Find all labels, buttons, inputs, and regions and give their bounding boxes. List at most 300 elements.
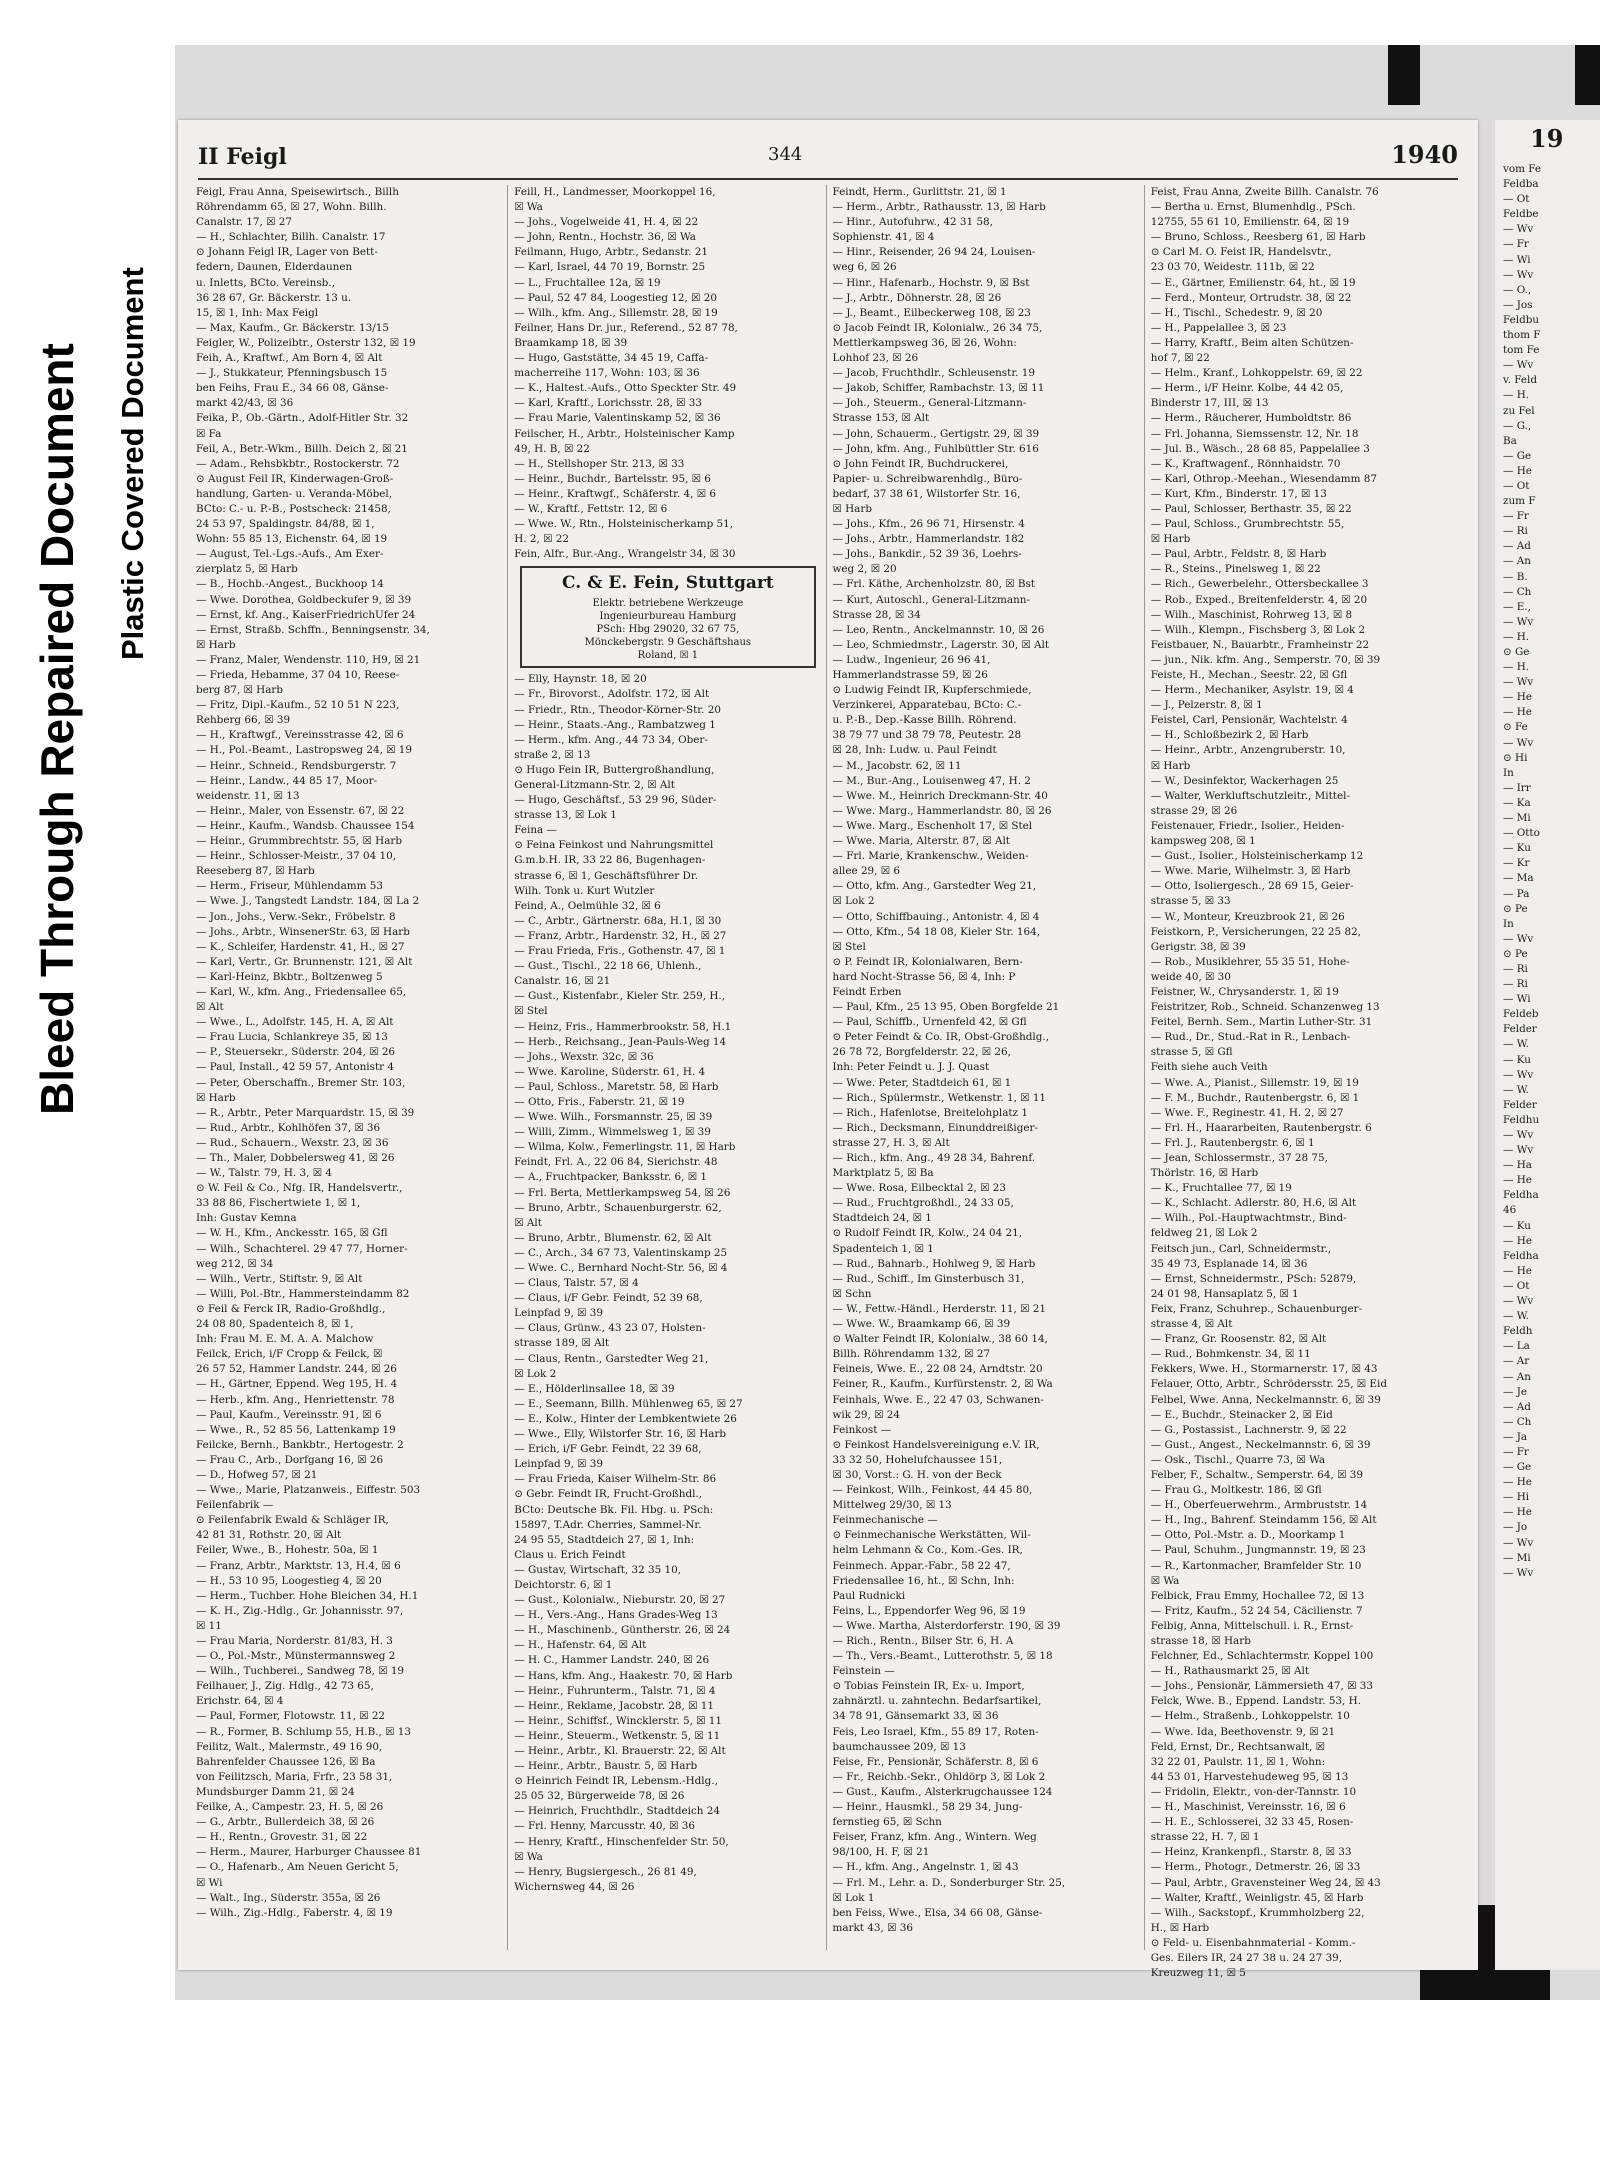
directory-entry-line: handlung, Garten- u. Veranda-Möbel, [196,487,393,500]
next-page-fragment-line: — Mi [1503,812,1531,825]
directory-entry-line: — C., Arbtr., Gärtnerstr. 68a, H.1, ☒ 30 [514,914,722,927]
column-3 [833,185,1145,1950]
directory-entry-line: ☒ Alt [514,1216,542,1229]
directory-entry-line: Leinpfad 9, ☒ 39 [514,1307,604,1320]
directory-entry-line: — Wilh., Schachterel. 29 47 77, Horner- [196,1242,408,1255]
directory-entry-line: — John, Schauerm., Gertigstr. 29, ☒ 39 [832,427,1040,440]
directory-entry-line: ☒ Schn [832,1287,872,1300]
directory-entry-line: weg 2, ☒ 20 [832,563,897,576]
directory-entry-line: 98/100, H. F, ☒ 21 [832,1846,930,1859]
next-page-fragment-line: — Jo [1503,1521,1528,1534]
directory-entry-line: Feis, Leo Israel, Kfm., 55 89 17, Roten- [832,1725,1039,1738]
directory-entry-line: — H., Pappelallee 3, ☒ 23 [1150,321,1287,334]
directory-entry-line: Feindt, Frl. A., 22 06 84, Sierichstr. 48 [514,1156,718,1169]
directory-entry-line: Felbel, Wwe. Anna, Neckelmannstr. 6, ☒ 39 [1150,1393,1381,1406]
directory-entry-line: — Otto, Pol.-Mstr. a. D., Moorkamp 1 [1150,1529,1346,1542]
directory-entry-line: — H. E., Schlosserei, 32 33 45, Rosen- [1150,1816,1354,1829]
directory-entry-line: — W., Monteur, Kreuzbrook 21, ☒ 26 [1150,910,1345,923]
next-page-column [1495,120,1600,1581]
secondary-label: Plastic Covered Document [115,267,150,660]
directory-entry-line: — Hinr., Reisender, 26 94 24, Louisen- [832,246,1036,259]
directory-entry-line: ☒ Wa [514,201,543,214]
directory-entry-line: — Hugo, Gaststätte, 34 45 19, Caffa- [514,352,709,365]
directory-entry-line: — Heinr., Arbtr., Baustr. 5, ☒ Harb [514,1760,698,1773]
directory-entry-line: — Heinr., Schlosser-Meistr., 37 04 10, [196,850,397,863]
next-page-fragment-line: — Mi [1503,1551,1531,1564]
directory-entry-line: ☒ Harb [196,638,236,651]
directory-entry-line: — Hinr., Hafenarb., Hochstr. 9, ☒ Bst [832,276,1030,289]
directory-entry-line: — Kurt, Autoschl., General-Litzmann- [832,593,1030,606]
directory-entry-line: ⊙ Feinmechanische Werkstätten, Wil- [832,1529,1031,1542]
directory-entry-line: Feika, P., Ob.-Gärtn., Adolf-Hitler Str. 32 [196,412,409,425]
next-page-fragment-line: — An [1503,555,1531,568]
directory-entry-line: — Heinr., Maler, von Essenstr. 67, ☒ 22 [196,804,405,817]
directory-entry-line: — Fr., Reichb.-Sekr., Ohldörp 3, ☒ Lok 2 [832,1770,1046,1783]
column-1 [196,185,508,1950]
directory-entry-line: ⊙ Peter Feindt & Co. IR, Obst-Großhdlg., [832,1031,1050,1044]
directory-entry-line: — Claus, Grünw., 43 23 07, Holsten- [514,1322,706,1335]
directory-entry-line: — Bertha u. Ernst, Blumenhdlg., PSch. [1150,201,1356,214]
directory-entry-line: 38 79 77 und 38 79 78, Peutestr. 28 [832,729,1022,742]
directory-entry-line: Feilner, Hans Dr. jur., Referend., 52 87 78, [514,321,738,334]
directory-entry-line: hard Nocht-Strasse 56, ☒ 4, Inh: P [832,970,1016,983]
next-page-fragment-line: — He [1503,691,1532,704]
next-page-fragment-line: — Wv [1503,932,1534,945]
directory-entry-line: — W., Fettw.-Händl., Herderstr. 11, ☒ 21 [832,1302,1046,1315]
directory-entry-line: — Gust., Angest., Neckelmannstr. 6, ☒ 39 [1150,1438,1371,1451]
next-page-year: 19 [1530,124,1564,153]
directory-entry-line: — Wwe. M., Heinrich Dreckmann-Str. 40 [832,789,1048,802]
directory-entry-line: — Rich., kfm. Ang., 49 28 34, Bahrenf. [832,1152,1036,1164]
directory-entry-line: ☒ Harb [196,1091,236,1104]
directory-entry-line: — H., Rentn., Grovestr. 31, ☒ 22 [196,1831,368,1844]
directory-entry-line: — Rich., Hafenlotse, Breitelohplatz 1 [832,1106,1028,1119]
next-page-fragment-line: — Ku [1503,842,1531,855]
directory-entry-line: Friedensallee 16, ht., ☒ Schn, Inh: [832,1574,1015,1587]
year-label: 1940 [1391,140,1458,169]
directory-entry-line: Feilenfabrik — [196,1499,274,1512]
next-page-fragment-line: — Ri [1503,525,1528,538]
directory-entry-line: Strasse 28, ☒ 34 [832,608,921,621]
directory-entry-line: — Jakob, Schiffer, Rambachstr. 13, ☒ 11 [832,382,1045,395]
directory-entry-line: — H., Kraftwgf., Vereinsstrasse 42, ☒ 6 [196,729,404,742]
next-page-fragment-line: — Hi [1503,1491,1530,1504]
directory-entry-line: — Frl. Henny, Marcusstr. 40, ☒ 36 [514,1820,695,1833]
directory-entry-line: weidenstr. 11, ☒ 13 [196,789,300,802]
directory-entry-line: Feix, Franz, Schuhrep., Schauenburger- [1150,1302,1363,1315]
directory-entry-line: — Heinr., Steuerm., Wetkenstr. 5, ☒ 11 [514,1729,721,1742]
next-page-fragment-line: — Kr [1503,857,1530,870]
directory-entry-line: Wilh. Tonk u. Kurt Wutzler [514,884,655,897]
directory-entry-line: ☒ 30, Vorst.: G. H. von der Beck [832,1468,1002,1481]
next-page-fragment-line: — Ma [1503,872,1534,885]
next-page-fragment-line: Felder [1503,1023,1537,1036]
directory-entry-line: — Jul. B., Wäsch., 28 68 85, Pappelallee 3 [1150,442,1370,455]
directory-entry-line: — G., Arbtr., Bullerdeich 38, ☒ 26 [196,1816,375,1829]
directory-entry-line: — Rud., Bahnarb., Hohlweg 9, ☒ Harb [832,1257,1036,1270]
directory-entry-line: — Claus, i/F Gebr. Feindt, 52 39 68, [514,1292,703,1305]
directory-entry-line: Feilscher, H., Arbtr., Holsteinischer Kamp [514,427,735,440]
directory-entry-line: — Elly, Haynstr. 18, ☒ 20 [514,673,647,686]
directory-entry-line: Deichtorstr. 6, ☒ 1 [514,1578,613,1591]
directory-entry-line: Felbig, Anna, Mittelschull. i. R., Ernst- [1150,1619,1354,1632]
directory-entry-line: — Franz, Arbtr., Marktstr. 13, H.4, ☒ 6 [196,1559,401,1572]
next-page-fragment-line: — Wv [1503,1129,1534,1141]
directory-entry-line: — Frau G., Moltkestr. 186, ☒ Gfl [1150,1484,1322,1497]
directory-entry-line: — Rud., Fruchtgroßhdl., 24 33 05, [832,1197,1014,1210]
next-page-fragment-line: — H. [1503,389,1530,402]
directory-entry-line: — K., Schleifer, Hardenstr. 41, H., ☒ 27 [196,940,405,953]
directory-entry-line: — Johs., Bankdir., 52 39 36, Loehrs- [832,548,1022,561]
directory-entry-line: ⊙ Ludwig Feindt IR, Kupferschmiede, [832,684,1032,697]
directory-entry-line: — Walter, Werkluftschutzleitr., Mittel- [1150,789,1350,802]
directory-entry-line: — Walter, Kraftf., Weinligstr. 45, ☒ Harb [1150,1891,1364,1904]
advertisement-box [520,566,815,668]
directory-entry-line: feldweg 21, ☒ Lok 2 [1150,1227,1258,1240]
directory-entry-line: Feiser, Franz, kfm. Ang., Wintern. Weg [832,1831,1037,1844]
directory-entry-line: — Gust., Isolier., Holsteinischerkamp 12 [1150,850,1364,863]
next-page-fragment-line: Feldhu [1503,1113,1540,1126]
directory-entry-line: — Wwe. F., Reginestr. 41, H. 2, ☒ 27 [1150,1106,1344,1119]
directory-entry-line: H., ☒ Harb [1150,1921,1210,1934]
directory-entry-line: 26 78 72, Borgfelderstr. 22, ☒ 26, [832,1046,1011,1059]
directory-entry-line: ⊙ W. Feil & Co., Nfg. IR, Handelsvertr., [196,1182,403,1195]
next-page-fragment-line: zum F [1503,495,1536,508]
directory-entry-line: Sophienstr. 41, ☒ 4 [832,231,935,244]
directory-entry-line: Wichernsweg 44, ☒ 26 [514,1880,635,1893]
next-page-fragment-line: — Fr [1503,510,1529,523]
next-page-fragment-line: — Wv [1503,359,1534,372]
directory-entry-line: — jun., Nik. kfm. Ang., Semperstr. 70, ☒ 39 [1150,653,1381,666]
directory-entry-line: Erichstr. 64, ☒ 4 [196,1695,284,1708]
directory-entry-line: — Johs., Pensionär, Lämmersieth 47, ☒ 33 [1150,1680,1373,1693]
next-page-fragment-line: — W. [1503,1083,1529,1096]
directory-entry-line: — Frau Marie, Valentinskamp 52, ☒ 36 [514,412,721,425]
directory-entry-line: H. 2, ☒ 22 [514,533,569,546]
directory-entry-line: — Johs., Arbtr., WinsenerStr. 63, ☒ Harb [196,925,410,938]
directory-entry-line: Feitel, Bernh. Sem., Martin Luther-Str. 31 [1150,1016,1373,1029]
advertisement-line: Elektr. betriebene Werkzeuge [592,598,744,610]
directory-entry-line: — Karl, Vertr., Gr. Brunnenstr. 121, ☒ Alt [196,955,413,968]
next-page-fragment-line: — G., [1503,419,1532,432]
directory-entry-line: — Karl, Kraftf., Lorichsstr. 28, ☒ 33 [514,397,703,410]
directory-entry-line: Billh. Röhrendamm 132, ☒ 27 [832,1348,991,1361]
directory-entry-line: ⊙ Rudolf Feindt IR, Kolw., 24 04 21, [832,1227,1023,1240]
directory-entry-line: BCto: Deutsche Bk. Fil. Hbg. u. PSch: [514,1503,714,1516]
directory-entry-line: — Heinr., Arbtr., Kl. Brauerstr. 22, ☒ Alt [514,1745,726,1757]
directory-entry-line: — August, Tel.-Lgs.-Aufs., Am Exer- [196,548,384,561]
directory-entry-line: — Rud., Schiff., Im Ginsterbusch 31, [832,1272,1025,1285]
directory-entry-line: — Ernst, Schneidermstr., PSch: 52879, [1150,1272,1357,1285]
directory-entry-line: — Joh., Steuerm., General-Litzmann- [832,397,1027,410]
directory-entry-line: — Karl, W., kfm. Ang., Friedensallee 65, [196,985,407,998]
next-page-fragment-line: 46 [1503,1204,1517,1217]
directory-entry-line: 15, ☒ 1, Inh: Max Feigl [196,306,319,319]
next-page-fragment-line: — He [1503,706,1532,719]
directory-entry-line: — Paul, Schlosser, Berthastr. 35, ☒ 22 [1150,502,1352,515]
directory-entry-line: Feigl, Frau Anna, Speisewirtsch., Billh [196,186,399,198]
next-page-fragment-line: — He [1503,1234,1532,1247]
directory-entry-line: ☒ Harb [1150,759,1191,772]
column-4 [1150,185,1462,1980]
directory-entry-line: — H., Gärtner, Eppend. Weg 195, H. 4 [196,1378,398,1391]
directory-entry-line: — H., Vers.-Ang., Hans Grades-Weg 13 [514,1609,718,1622]
directory-entry-line: fernstieg 65, ☒ Schn [832,1816,942,1829]
directory-entry-line: Inh: Gustav Kemna [196,1212,297,1225]
directory-entry-line: — B., Hochb.-Angest., Buckhoop 14 [196,578,384,591]
directory-entry-line: — Fridolin, Elektr., von-der-Tannstr. 10 [1150,1785,1357,1798]
directory-entry-line: — Rob., Exped., Breitenfelderstr. 4, ☒ 20 [1150,593,1368,606]
directory-entry-line: 33 32 50, Hohelufchaussee 151, [832,1453,1003,1466]
advertisement-line: PSch: Hbg 29020, 32 67 75, [596,624,740,636]
directory-entry-line: Fekkers, Wwe. H., Stormarnerstr. 17, ☒ 43 [1150,1363,1378,1376]
directory-entry-line: — K., Fruchtallee 77, ☒ 19 [1150,1182,1292,1195]
directory-entry-line: — Wwe. Rosa, Eilbecktal 2, ☒ 23 [832,1182,1006,1195]
directory-entry-line: — Paul, Kfm., 25 13 95, Oben Borgfelde 21 [832,1001,1060,1014]
directory-entry-line: Feistel, Carl, Pensionär, Wachtelstr. 4 [1150,714,1348,727]
next-page-fragment-line: In [1503,766,1514,779]
directory-entry-line: — Wilh., Vertr., Stiftstr. 9, ☒ Alt [196,1272,363,1285]
next-page-fragment-line: — Ch [1503,1415,1532,1428]
directory-entry-line: — Wwe. Peter, Stadtdeich 61, ☒ 1 [832,1076,1012,1089]
directory-entry-line: 42 81 31, Rothstr. 20, ☒ Alt [196,1529,342,1542]
directory-entry-line: Feineis, Wwe. E., 22 08 24, Arndtstr. 20 [832,1363,1043,1376]
black-tab-top [1388,45,1420,105]
directory-entry-line: — Otto, kfm. Ang., Garstedter Weg 21, [832,880,1037,893]
directory-entry-line: — Kurt, Kfm., Binderstr. 17, ☒ 13 [1150,487,1327,500]
next-page-fragment-line: — Ch [1503,585,1532,598]
directory-entry-line: ⊙ Tobias Feinstein IR, Ex- u. Import, [832,1680,1025,1693]
directory-entry-line: 25 05 32, Bürgerweide 78, ☒ 26 [514,1790,685,1803]
next-page-fragment-line: — Jos [1503,298,1533,311]
next-page-fragment-line: — Wv [1503,1566,1534,1579]
directory-entry-line: u. P.-B., Dep.-Kasse Billh. Röhrend. [832,714,1017,727]
directory-entry-line: — Gust., Kistenfabr., Kieler Str. 259, H., [514,990,726,1003]
directory-entry-line: Feiste, H., Mechan., Seestr. 22, ☒ Gfl [1150,669,1348,681]
directory-entry-line: — O., Pol.-Mstr., Münstermannsweg 2 [196,1650,396,1663]
directory-entry-line: Feih, A., Kraftwf., Am Born 4, ☒ Alt [196,352,383,365]
directory-entry-line: — Helm., Kranf., Lohkoppelstr. 69, ☒ 22 [1150,367,1363,380]
advertisement-line: Roland, ☒ 1 [637,650,699,662]
directory-entry-line: — Rud., Dr., Stud.-Rat in R., Lenbach- [1150,1031,1351,1044]
directory-entry-line: — Hans, kfm. Ang., Haakestr. 70, ☒ Harb [514,1669,733,1682]
directory-entry-line: — Rud., Schauern., Wexstr. 23, ☒ 36 [196,1136,389,1149]
directory-entry-line: — Bruno, Arbtr., Blumenstr. 62, ☒ Alt [514,1231,712,1244]
next-page-fragment-line: — Wi [1503,253,1531,266]
directory-entry-line: — Heinr., Reklame, Jacobstr. 28, ☒ 11 [514,1699,714,1712]
directory-entry-line: — Heinz, Fris., Hammerbrookstr. 58, H.1 [514,1020,732,1033]
directory-entry-line: Feilck, Erich, i/F Cropp & Feilck, ☒ [196,1348,383,1361]
directory-entry-line: Mettlerkampsweg 36, ☒ 26, Wohn: [832,336,1017,349]
next-page-fragment-line: Ba [1503,434,1517,447]
directory-entry-line: — Heinr., Kaufm., Wandsb. Chaussee 154 [196,819,415,832]
directory-entry-line: — Wwe. Ida, Beethovenstr. 9, ☒ 21 [1150,1725,1336,1738]
directory-entry-line: — Wwe. Marg., Hammerlandstr. 80, ☒ 26 [832,804,1052,817]
directory-entry-line: Feina — [514,824,557,837]
directory-entry-line: Feilhauer, J., Zig. Hdlg., 42 73 65, [196,1680,374,1693]
directory-entry-line: — Th., Vers.-Beamt., Lutterothstr. 5, ☒ 18 [832,1650,1053,1663]
directory-entry-line: — Leo, Rentn., Anckelmannstr. 10, ☒ 26 [832,623,1045,636]
directory-entry-line: — H., Maschinenb., Güntherstr. 26, ☒ 24 [514,1624,731,1637]
directory-entry-line: — Wilh., Pol.-Hauptwachtmstr., Bind- [1150,1212,1347,1225]
directory-entry-line: — Wwe. J., Tangstedt Landstr. 184, ☒ La 2 [196,895,420,908]
directory-entry-line: 12755, 55 61 10, Emilienstr. 64, ☒ 19 [1150,216,1350,229]
next-page-fragment-line: — B. [1503,570,1528,583]
next-page-fragment-line: — Wv [1503,1295,1534,1308]
directory-entry-line: 24 95 55, Stadtdeich 27, ☒ 1, Inh: [514,1533,695,1546]
directory-entry-line: 49, H. B, ☒ 22 [514,442,590,455]
directory-entry-line: — E., Buchdr., Steinacker 2, ☒ Eid [1150,1408,1333,1421]
directory-entry-line: — W. H., Kfm., Anckesstr. 165, ☒ Gfl [196,1227,388,1240]
directory-entry-line: — Johs., Vogelweide 41, H. 4, ☒ 22 [514,216,699,229]
next-page-fragment-line: — Ot [1503,1279,1530,1292]
directory-entry-line: — H., Maschinist, Vereinsstr. 16, ☒ 6 [1150,1801,1346,1814]
next-page-fragment-line: — Ku [1503,1219,1531,1232]
directory-entry-line: ☒ 28, Inh: Ludw. u. Paul Feindt [832,744,997,757]
next-page-fragment-line: — Je [1503,1385,1528,1398]
next-page-fragment-line: — Wv [1503,736,1534,749]
directory-entry-line: Feistritzer, Rob., Schneid. Schanzenweg 13 [1150,1001,1380,1014]
directory-entry-line: — Rich., Rentn., Bilser Str. 6, H. A [832,1635,1014,1647]
directory-entry-line: 24 01 98, Hansaplatz 5, ☒ 1 [1150,1287,1299,1300]
directory-entry-line: ben Feihs, Frau E., 34 66 08, Gänse- [196,382,389,395]
directory-entry-line: — H., Hafenstr. 64, ☒ Alt [514,1639,647,1652]
next-page-fragment-line: Feldbu [1503,313,1540,326]
directory-entry-line: — Gustav, Wirtschaft, 32 35 10, [514,1563,682,1576]
directory-entry-line: — Herm., Photogr., Detmerstr. 26, ☒ 33 [1150,1861,1361,1874]
directory-entry-line: 44 53 01, Harvestehudeweg 95, ☒ 13 [1150,1770,1349,1783]
next-page-fragment-line: Feldbe [1503,208,1539,221]
directory-entry-line: ⊙ Feina Feinkost und Nahrungsmittel [514,839,714,852]
directory-entry-line: Gerigstr. 38, ☒ 39 [1150,940,1246,953]
directory-entry-line: — Paul, Arbtr., Gravensteiner Weg 24, ☒ 43 [1150,1876,1381,1889]
directory-entry-line: — Herm., Mechaniker, Asylstr. 19, ☒ 4 [1150,684,1354,697]
directory-entry-line: Feith siehe auch Veith [1150,1061,1268,1074]
next-page-fragment-line: — Ge [1503,1461,1532,1474]
directory-entry-line: Hammerlandstrasse 59, ☒ 26 [832,669,988,681]
directory-entry-line: Canalstr. 16, ☒ 21 [514,975,611,988]
directory-entry-line: — H., Ing., Bahrenf. Steindamm 156, ☒ Alt [1150,1514,1377,1527]
next-page-fragment-line: — Wv [1503,1536,1534,1549]
directory-entry-line: allee 29, ☒ 6 [832,865,900,878]
next-page-fragment-line: — He [1503,1506,1532,1519]
directory-entry-line: — Karl, Othrop.-Meehan., Wiesendamm 87 [1150,472,1378,485]
directory-entry-line: — Paul, Install., 42 59 57, Antonistr 4 [196,1061,394,1074]
black-tab-right-top [1575,45,1600,105]
directory-entry-line: — Leo, Schmiedmstr., Lagerstr. 30, ☒ Alt [832,638,1050,651]
directory-entry-line: — Frau C., Arb., Dorfgang 16, ☒ 26 [196,1453,384,1466]
directory-entry-line: — Rob., Musiklehrer, 55 35 51, Hohe- [1150,955,1350,968]
directory-entry-line: strasse 5, ☒ 33 [1150,895,1231,908]
directory-entry-line: — Heinr., Schneid., Rendsburgerstr. 7 [196,759,397,772]
directory-entry-line: — K., Haltest.-Aufs., Otto Speckter Str. 49 [514,382,737,395]
directory-entry-line: baumchaussee 209, ☒ 13 [832,1740,966,1753]
next-page-fragment-line: — Ha [1503,1159,1532,1172]
next-page-fragment-line: Feldha [1503,1189,1539,1202]
directory-entry-line: — Wwe. Maria, Alterstr. 87, ☒ Alt [832,835,1010,848]
directory-entry-line: 24 53 97, Spaldingstr. 84/88, ☒ 1, [196,518,375,531]
directory-entry-line: — Otto, Schiffbauing., Antonistr. 4, ☒ 4 [832,910,1040,923]
directory-entry-line: — H., Oberfeuerwehrm., Armbruststr. 14 [1150,1499,1368,1512]
directory-entry-line: Strasse 153, ☒ Alt [832,412,930,425]
directory-entry-line: — Frl. J., Rautenbergstr. 6, ☒ 1 [1150,1136,1315,1149]
next-page-fragment-line: — La [1503,1340,1530,1353]
directory-entry-line: — Feinkost, Wilh., Feinkost, 44 45 80, [832,1484,1033,1497]
directory-entry-line: — Wwe. Marie, Wilhelmstr. 3, ☒ Harb [1150,865,1351,878]
directory-entry-line: 26 57 52, Hammer Landstr. 244, ☒ 26 [196,1363,397,1376]
next-page-fragment-line: zu Fel [1503,404,1535,417]
directory-entry-line: — Adam., Rehsbkbtr., Rostockerstr. 72 [196,457,400,470]
directory-entry-line: Feld, Ernst, Dr., Rechtsanwalt, ☒ [1150,1740,1325,1753]
directory-entry-line: ⊙ Johann Feigl IR, Lager von Bett- [196,246,378,259]
directory-entry-line: strasse 13, ☒ Lok 1 [514,809,617,822]
directory-entry-line: — P., Steuersekr., Süderstr. 204, ☒ 26 [196,1046,396,1059]
directory-entry-line: — M., Jacobstr. 62, ☒ 11 [832,759,962,772]
directory-entry-line: — W., Talstr. 79, H. 3, ☒ 4 [196,1167,332,1180]
directory-entry-line: — D., Hofweg 57, ☒ 21 [196,1468,318,1481]
directory-entry-line: — H., Rathausmarkt 25, ☒ Alt [1150,1665,1309,1678]
section-label: II Feigl [198,144,287,170]
directory-entry-line: — Wilma, Kolw., Femerlingstr. 11, ☒ Harb [514,1141,736,1154]
directory-entry-line: Fein, Alfr., Bur.-Ang., Wrangelstr 34, ☒ 30 [514,548,736,561]
directory-entry-line: — Hinr., Autofuhrw., 42 31 58, [832,216,993,229]
directory-entry-line: ⊙ Jacob Feindt IR, Kolonialw., 26 34 75, [832,321,1043,334]
directory-entry-line: Feistner, W., Chrysanderstr. 1, ☒ 19 [1150,985,1339,998]
next-page-fragment-line: — Wv [1503,268,1534,281]
directory-entry-line: berg 87, ☒ Harb [196,684,284,697]
directory-entry-line: Feinmechanische — [832,1514,938,1527]
directory-entry-line: Spadenteich 1, ☒ 1 [832,1242,934,1255]
directory-entry-line: — Henry, Kraftf., Hinschenfelder Str. 50, [514,1835,729,1848]
directory-entry-line: Feitsch jun., Carl, Schneidermstr., [1150,1242,1332,1255]
directory-entry-line: ⊙ Feil & Ferck IR, Radio-Großhdlg., [196,1302,386,1315]
directory-entry-line: Braamkamp 18, ☒ 39 [514,336,628,349]
directory-entry-line: — Wwe., Marie, Platzanweis., Eiffestr. 503 [196,1484,421,1497]
directory-entry-line: — Herm., Maurer, Harburger Chaussee 81 [196,1846,422,1859]
directory-entry-line: — H., Tischl., Schedestr. 9, ☒ 20 [1150,306,1323,319]
directory-entry-line: — Herm., Arbtr., Rathausstr. 13, ☒ Harb [832,201,1046,214]
directory-entry-line: — Claus, Rentn., Garstedter Weg 21, [514,1352,709,1365]
directory-entry-line: straße 2, ☒ 13 [514,748,591,761]
directory-entry-line: — Frl. M., Lehr. a. D., Sonderburger Str. 25, [832,1876,1066,1889]
directory-entry-line: — Peter, Oberschaffn., Bremer Str. 103, [196,1076,406,1089]
directory-entry-line: ☒ Harb [832,502,872,515]
directory-entry-line: — Heinr., Staats.-Ang., Rambatzweg 1 [514,718,716,731]
directory-entry-line: Inh: Frau M. E. M. A. A. Malchow [196,1333,374,1346]
directory-entry-line: Rehberg 66, ☒ 39 [196,714,291,727]
next-page-fragment-line: — E., [1503,600,1531,613]
directory-entry-line: — H. C., Hammer Landstr. 240, ☒ 26 [514,1654,710,1667]
directory-entry-line: — G., Postassist., Lachnerstr. 9, ☒ 22 [1150,1423,1347,1436]
directory-entry-line: Papier- u. Schreibwarenhdlg., Büro- [832,472,1023,485]
directory-entry-line: Wohn: 55 85 13, Eichenstr. 64, ☒ 19 [196,533,388,546]
directory-entry-line: — Rich., Gewerbelehr., Ottersbeckallee 3 [1150,578,1369,591]
directory-entry-line: — K., Kraftwagenf., Rönnhaidstr. 70 [1150,457,1341,470]
directory-entry-line: 32 22 01, Paulstr. 11, ☒ 1, Wohn: [1150,1755,1326,1768]
directory-entry-line: weg 212, ☒ 34 [196,1257,274,1270]
directory-entry-line: Feinmech. Appar.-Fabr., 58 22 47, [832,1559,1011,1572]
directory-entry-line: markt 43, ☒ 36 [832,1921,913,1934]
next-page-fragment-line: — Wv [1503,615,1534,628]
directory-entry-line: — Frau Frieda, Kaiser Wilhelm-Str. 86 [514,1473,717,1486]
directory-entry-line: — Franz, Maler, Wendenstr. 110, H9, ☒ 21 [196,653,421,666]
directory-entry-line: helm Lehmann & Co., Kom.-Ges. IR, [832,1544,1023,1557]
directory-entry-line: Paul Rudnicki [832,1589,906,1602]
directory-entry-line: Feinstein — [832,1665,895,1678]
directory-entry-line: Feinhals, Wwe. E., 22 47 03, Schwanen- [832,1393,1044,1406]
directory-entry-line: — Frl. Berta, Mettlerkampsweg 54, ☒ 26 [514,1186,731,1199]
directory-entry-line: — John, Rentn., Hochstr. 36, ☒ Wa [514,231,696,244]
